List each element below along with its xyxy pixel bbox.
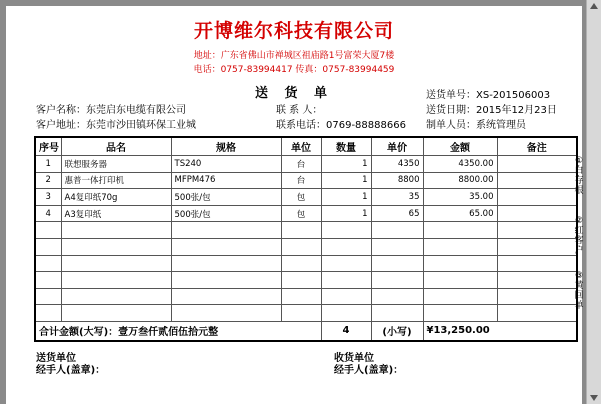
side-note-white: ①白存根 bbox=[574, 156, 584, 196]
header-no: 序号 bbox=[35, 137, 61, 156]
items-table bbox=[34, 136, 578, 342]
table-row bbox=[35, 205, 577, 222]
delivery-number: 送货单号：XS-201506003 bbox=[426, 90, 551, 101]
empty-row bbox=[35, 272, 577, 289]
header-spec: 规格 bbox=[171, 137, 281, 156]
cell-amount bbox=[423, 255, 497, 272]
cell-unit bbox=[281, 255, 321, 272]
empty-row bbox=[35, 222, 577, 239]
cell-price: 8800 bbox=[371, 172, 423, 189]
cell-unit bbox=[281, 272, 321, 289]
customer-address: 客户地址：东莞市沙田镇环保工业城 bbox=[36, 120, 196, 131]
cell-price: 4350 bbox=[371, 156, 423, 173]
cell-unit: 台 bbox=[281, 172, 321, 189]
empty-row bbox=[35, 255, 577, 272]
cell-name: A3复印纸 bbox=[61, 205, 171, 222]
cell-unit: 包 bbox=[281, 189, 321, 206]
cell-name: 惠普一体打印机 bbox=[61, 172, 171, 189]
cell-unit bbox=[281, 222, 321, 239]
cell-name bbox=[61, 238, 171, 255]
header-name: 品名 bbox=[61, 137, 171, 156]
cell-note bbox=[497, 288, 577, 305]
cell-amount: 4350.00 bbox=[423, 156, 497, 173]
cell-no: 4 bbox=[35, 205, 61, 222]
cell-name bbox=[61, 272, 171, 289]
cell-note bbox=[497, 238, 577, 255]
cell-price: 35 bbox=[371, 189, 423, 206]
cell-name bbox=[61, 255, 171, 272]
sender-unit: 送货单位 bbox=[36, 353, 76, 364]
sender-handler: 经手人(盖章)： bbox=[36, 365, 106, 376]
cell-spec bbox=[171, 288, 281, 305]
cell-amount bbox=[423, 288, 497, 305]
cell-price bbox=[371, 272, 423, 289]
cell-price: 65 bbox=[371, 205, 423, 222]
company-name: 开博维尔科技有限公司 bbox=[193, 20, 394, 42]
cell-amount bbox=[423, 238, 497, 255]
cell-note bbox=[497, 272, 577, 289]
cell-note bbox=[497, 172, 577, 189]
company-address: 地址：广东省佛山市禅城区祖庙路1号富荣大厦7楼 bbox=[193, 51, 395, 61]
cell-unit bbox=[281, 238, 321, 255]
cell-note bbox=[497, 205, 577, 222]
cell-qty bbox=[321, 272, 371, 289]
cell-note bbox=[497, 189, 577, 206]
cell-note bbox=[497, 222, 577, 239]
cell-spec: 500张/包 bbox=[171, 205, 281, 222]
cell-name bbox=[61, 222, 171, 239]
cell-qty bbox=[321, 288, 371, 305]
header-note: 备注 bbox=[497, 137, 577, 156]
total-quantity: 4 bbox=[321, 321, 371, 341]
cell-qty bbox=[321, 238, 371, 255]
cell-unit bbox=[281, 288, 321, 305]
table-row bbox=[35, 189, 577, 206]
customer-name: 客户名称：东莞启东电缆有限公司 bbox=[36, 105, 186, 116]
empty-row bbox=[35, 288, 577, 305]
vertical-scrollbar[interactable] bbox=[586, 0, 601, 404]
cell-amount: 35.00 bbox=[423, 189, 497, 206]
cell-price bbox=[371, 288, 423, 305]
cell-spec bbox=[171, 255, 281, 272]
cell-spec: TS240 bbox=[171, 156, 281, 173]
receiver-handler: 经手人(盖章)： bbox=[334, 365, 404, 376]
table-header-row bbox=[35, 137, 577, 156]
cell-no bbox=[35, 305, 61, 322]
cell-qty bbox=[321, 222, 371, 239]
cell-no: 1 bbox=[35, 156, 61, 173]
cell-qty bbox=[321, 305, 371, 322]
cell-no: 3 bbox=[35, 189, 61, 206]
cell-amount bbox=[423, 272, 497, 289]
cell-no bbox=[35, 272, 61, 289]
header-qty: 数量 bbox=[321, 137, 371, 156]
empty-row bbox=[35, 238, 577, 255]
cell-name bbox=[61, 305, 171, 322]
receiver-unit: 收货单位 bbox=[334, 353, 374, 364]
delivery-note-sheet bbox=[6, 6, 582, 404]
total-amount: ¥13,250.00 bbox=[423, 321, 577, 341]
cell-name: 联想服务器 bbox=[61, 156, 171, 173]
cell-amount: 65.00 bbox=[423, 205, 497, 222]
side-note-yellow: ③黄回单 bbox=[574, 271, 584, 311]
cell-price bbox=[371, 305, 423, 322]
total-row bbox=[35, 321, 577, 341]
cell-spec bbox=[171, 238, 281, 255]
total-amount-words: 合计金额(大写)：壹万叁仟贰佰伍拾元整 bbox=[35, 321, 321, 341]
cell-spec: MFPM476 bbox=[171, 172, 281, 189]
cell-qty: 1 bbox=[321, 205, 371, 222]
cell-spec bbox=[171, 222, 281, 239]
cell-qty: 1 bbox=[321, 172, 371, 189]
cell-no bbox=[35, 288, 61, 305]
contact-phone: 联系电话：0769-88888666 bbox=[276, 120, 406, 131]
cell-qty bbox=[321, 255, 371, 272]
cell-no bbox=[35, 255, 61, 272]
cell-price bbox=[371, 222, 423, 239]
cell-amount bbox=[423, 305, 497, 322]
cell-note bbox=[497, 156, 577, 173]
total-small-label: (小写) bbox=[371, 321, 423, 341]
header-amount: 金额 bbox=[423, 137, 497, 156]
contact-person: 联 系 人： bbox=[276, 105, 323, 116]
cell-no bbox=[35, 238, 61, 255]
table-row bbox=[35, 172, 577, 189]
scroll-up-icon[interactable] bbox=[590, 3, 598, 9]
cell-price bbox=[371, 255, 423, 272]
cell-qty: 1 bbox=[321, 156, 371, 173]
cell-note bbox=[497, 305, 577, 322]
header-price: 单价 bbox=[371, 137, 423, 156]
cell-price bbox=[371, 238, 423, 255]
cell-unit: 台 bbox=[281, 156, 321, 173]
cell-unit bbox=[281, 305, 321, 322]
company-contact: 电话：0757-83994417 传真：0757-83994459 bbox=[193, 65, 395, 75]
cell-qty: 1 bbox=[321, 189, 371, 206]
cell-spec bbox=[171, 305, 281, 322]
cell-amount: 8800.00 bbox=[423, 172, 497, 189]
document-maker: 制单人员：系统管理员 bbox=[426, 120, 526, 131]
cell-no bbox=[35, 222, 61, 239]
table-row bbox=[35, 156, 577, 173]
scroll-down-icon[interactable] bbox=[590, 395, 598, 401]
header-unit: 单位 bbox=[281, 137, 321, 156]
cell-spec bbox=[171, 272, 281, 289]
cell-amount bbox=[423, 222, 497, 239]
cell-name: A4复印纸70g bbox=[61, 189, 171, 206]
side-note-red: ②红客户 bbox=[574, 216, 584, 256]
cell-name bbox=[61, 288, 171, 305]
cell-spec: 500张/包 bbox=[171, 189, 281, 206]
cell-no: 2 bbox=[35, 172, 61, 189]
delivery-date: 送货日期：2015年12月23日 bbox=[426, 105, 557, 116]
cell-note bbox=[497, 255, 577, 272]
cell-unit: 包 bbox=[281, 205, 321, 222]
empty-row bbox=[35, 305, 577, 322]
document-title: 送 货 单 bbox=[254, 86, 334, 101]
